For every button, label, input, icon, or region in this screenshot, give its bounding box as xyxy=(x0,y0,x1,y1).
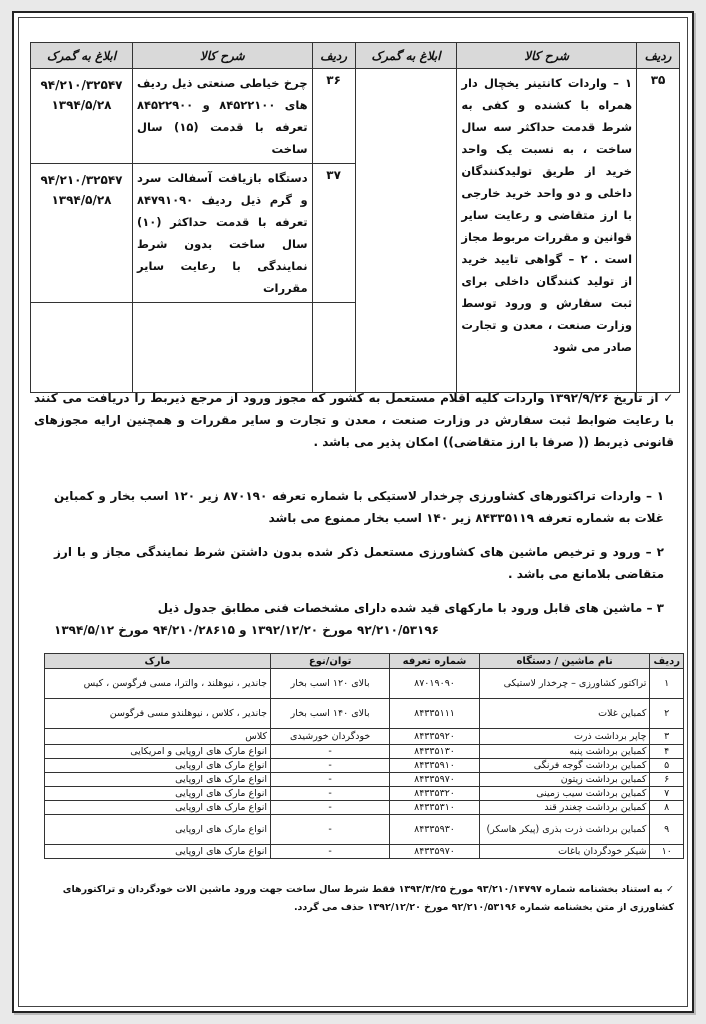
row-35-text: ۱ – واردات کانتینر یخچال دار همراه با کشنده و کفی به شرط قدمت حداکثر سه سال ساخت ، به نسبت یک واحد خرید از طریق تولیدکنندگان داخلی و دو واحد خرید خارجی با ارز متقاضی و رعایت سایر قوانین و مقررات مربوط مجاز است . ۲ – گواهی تایید خرید از تولید کنندگان داخلی برای ثبت سفارش و ورود توسط وزارت صنعت ، معدن و تجارت صادر می شود xyxy=(461,76,633,354)
row-number: ۴ xyxy=(650,745,684,759)
brand: انواع مارک های اروپایی xyxy=(45,773,271,787)
tariff-number: ۸۴۳۳۵۹۷۰ xyxy=(390,845,480,859)
table-row xyxy=(45,815,684,845)
machine-name: چاپر برداشت ذرت xyxy=(479,729,650,745)
machine-name: کمباین برداشت سیب زمینی xyxy=(479,787,650,801)
row-number: ۱۰ xyxy=(650,845,684,859)
power-type: - xyxy=(271,745,390,759)
table-row xyxy=(45,787,684,801)
machines-table-header xyxy=(45,654,684,669)
header-eblagh-2: ابلاغ به گمرک xyxy=(31,43,133,69)
power-type: بالای ۱۴۰ اسب بخار xyxy=(271,699,390,729)
reference-line: ۹۲/۲۱۰/۵۳۱۹۶ مورخ ۱۳۹۲/۱۲/۲۰ و ۹۴/۲۱۰/۲۸۶۱۵ مورخ ۱۳۹۴/۵/۱۲ xyxy=(54,623,440,637)
brand: جاندیر ، نیوهلند ، والترا، مسی فرگوسن ، کیس xyxy=(45,669,271,699)
header-col-5: مارک xyxy=(45,654,271,669)
item-3: ۳ – ماشین های قابل ورود با مارکهای قید شده دارای مشخصات فنی مطابق جدول ذیل xyxy=(157,601,664,615)
row-number: ۸ xyxy=(650,801,684,815)
brand: انواع مارک های اروپایی xyxy=(45,815,271,845)
power-type: خودگردان خورشیدی xyxy=(271,729,390,745)
tariff-number: ۸۴۳۳۵۳۲۰ xyxy=(390,787,480,801)
row-36-description xyxy=(132,69,312,164)
row-35-eblagh xyxy=(355,69,457,393)
checkmark-icon: ✓ xyxy=(662,884,674,895)
tariff-number: ۸۴۳۳۵۹۲۰ xyxy=(390,729,480,745)
tariff-number: ۸۴۳۳۵۱۳۰ xyxy=(390,745,480,759)
machine-name: تراکتور کشاورزی – چرخدار لاستیکی xyxy=(479,669,650,699)
header-col-2: نام ماشین / دستگاه xyxy=(479,654,650,669)
power-type: - xyxy=(271,773,390,787)
item-2: ۲ – ورود و ترخیص ماشین های کشاورزی مستعمل ذکر شده بدون داشتن شرط نمایندگی مجاز و با ارز متقاضی بلامانع می باشد . xyxy=(54,545,664,581)
row-36-number: ۳۶ xyxy=(312,69,355,164)
power-type: - xyxy=(271,845,390,859)
tariff-number: ۸۴۳۳۵۱۱۱ xyxy=(390,699,480,729)
row-number: ۳ xyxy=(650,729,684,745)
tariff-number: ۸۴۳۳۵۹۷۰ xyxy=(390,773,480,787)
brand: انواع مارک های اروپایی و امریکایی xyxy=(45,745,271,759)
table-row xyxy=(45,699,684,729)
brand: انواع مارک های اروپایی xyxy=(45,759,271,773)
row-37-eblagh-date: ۱۳۹۴/۵/۲۸ xyxy=(51,193,112,207)
machine-name: کمباین برداشت زیتون xyxy=(479,773,650,787)
header-radif: ردیف xyxy=(637,43,680,69)
brand: انواع مارک های اروپایی xyxy=(45,801,271,815)
row-number: ۱ xyxy=(650,669,684,699)
power-type: - xyxy=(271,787,390,801)
row-number: ۵ xyxy=(650,759,684,773)
table-row xyxy=(31,69,680,164)
row-37-text: دستگاه بازیافت آسفالت سرد و گرم ذیل ردیف ۸۴۷۹۱۰۹۰ تعرفه با قدمت حداکثر (۱۰) سال ساخت بدون شرط نمایندگی با رعایت سایر مقررات xyxy=(136,171,308,295)
brand: کلاس xyxy=(45,729,271,745)
machine-name: کمباین غلات xyxy=(479,699,650,729)
row-36-eblagh xyxy=(31,69,133,164)
brand: انواع مارک های اروپایی xyxy=(45,845,271,859)
top-table xyxy=(30,42,680,393)
table-row xyxy=(45,745,684,759)
tariff-number: ۸۴۳۳۵۹۱۰ xyxy=(390,759,480,773)
footnote xyxy=(38,881,674,917)
table-row xyxy=(45,845,684,859)
document-page xyxy=(12,11,694,1013)
note-1-text: از تاریخ ۱۳۹۲/۹/۲۶ واردات کلیه اقلام مستعمل به کشور که مجوز ورود از مرجع ذیربط را دریافت می کنند با رعایت ضوابط ثبت سفارش در وزارت صنعت ، معدن و تجارت و سایر مقررات و همچنین ارایه مجوزهای قانونی ذیربط (( صرفا با ارز متقاضی)) امکان پذیر می باشد . xyxy=(34,391,674,449)
row-35-description xyxy=(457,69,637,393)
machines-table xyxy=(44,653,684,859)
table-row xyxy=(45,729,684,745)
row-number: ۶ xyxy=(650,773,684,787)
header-col-1: ردیف xyxy=(650,654,684,669)
row-37-number: ۳۷ xyxy=(312,164,355,303)
top-table-header xyxy=(31,43,680,69)
table-row xyxy=(45,669,684,699)
footnote-text: به استناد بخشنامه شماره ۹۳/۲۱۰/۱۴۷۹۷ مورخ ۱۳۹۳/۳/۲۵ فقط شرط سال ساخت جهت ورود ماشین الات خودگردان و تراکتورهای کشاورزی از متن بخشنامه شماره ۹۲/۲۱۰/۵۳۱۹۶ مورخ ۱۳۹۲/۱۲/۲۰ حذف می گردد. xyxy=(62,884,674,913)
tariff-number: ۸۴۳۳۵۳۱۰ xyxy=(390,801,480,815)
power-type: بالای ۱۲۰ اسب بخار xyxy=(271,669,390,699)
power-type: - xyxy=(271,759,390,773)
row-36-text: چرخ خیاطی صنعتی ذیل ردیف های ۸۴۵۲۲۱۰۰ و ۸۴۵۲۲۹۰۰ تعرفه با قدمت (۱۵) سال ساخت xyxy=(136,76,308,156)
table-row xyxy=(45,759,684,773)
machine-name: کمباین برداشت گوجه فرنگی xyxy=(479,759,650,773)
brand: جاندیر ، کلاس ، نیوهلندو مسی فرگوسن xyxy=(45,699,271,729)
note-1 xyxy=(34,387,674,453)
row-number: ۲ xyxy=(650,699,684,729)
checkmark-icon: ✓ xyxy=(658,391,675,405)
row-number: ۹ xyxy=(650,815,684,845)
row-36-eblagh-date: ۱۳۹۴/۵/۲۸ xyxy=(51,98,112,112)
machine-name: کمباین برداشت ذرت بذری (پیکر هاسکر) xyxy=(479,815,650,845)
header-col-3: شماره تعرفه xyxy=(390,654,480,669)
power-type: - xyxy=(271,801,390,815)
header-radif-2: ردیف xyxy=(312,43,355,69)
tariff-number: ۸۴۳۳۵۹۳۰ xyxy=(390,815,480,845)
header-eblagh: ابلاغ به گمرک xyxy=(355,43,457,69)
brand: انواع مارک های اروپایی xyxy=(45,787,271,801)
row-37-eblagh xyxy=(31,164,133,303)
header-col-4: توان/نوع xyxy=(271,654,390,669)
table-row xyxy=(45,801,684,815)
header-sharh: شرح کالا xyxy=(457,43,637,69)
machines-table-body xyxy=(45,669,684,859)
row-37-description xyxy=(132,164,312,303)
machine-name: شیکر خودگردان باغات xyxy=(479,845,650,859)
item-1: ۱ – واردات تراکتورهای کشاورزی چرخدار لاستیکی با شماره تعرفه ۸۷۰۱۹۰ زیر ۱۲۰ اسب بخار و کمباین غلات به شماره تعرفه ۸۴۳۳۵۱۱۹ زیر ۱۴۰ اسب بخار ممنوع می باشد xyxy=(54,489,665,525)
row-37-eblagh-number: ۹۴/۲۱۰/۳۲۵۴۷ xyxy=(40,173,123,187)
power-type: - xyxy=(271,815,390,845)
table-row xyxy=(45,773,684,787)
tariff-number: ۸۷۰۱۹۰۹۰ xyxy=(390,669,480,699)
row-35-number: ۳۵ xyxy=(637,69,680,393)
machine-name: کمباین برداشت پنبه xyxy=(479,745,650,759)
row-number: ۷ xyxy=(650,787,684,801)
header-sharh-2: شرح کالا xyxy=(132,43,312,69)
row-36-eblagh-number: ۹۴/۲۱۰/۳۲۵۴۷ xyxy=(40,78,123,92)
machine-name: کمباین برداشت چغندر قند xyxy=(479,801,650,815)
